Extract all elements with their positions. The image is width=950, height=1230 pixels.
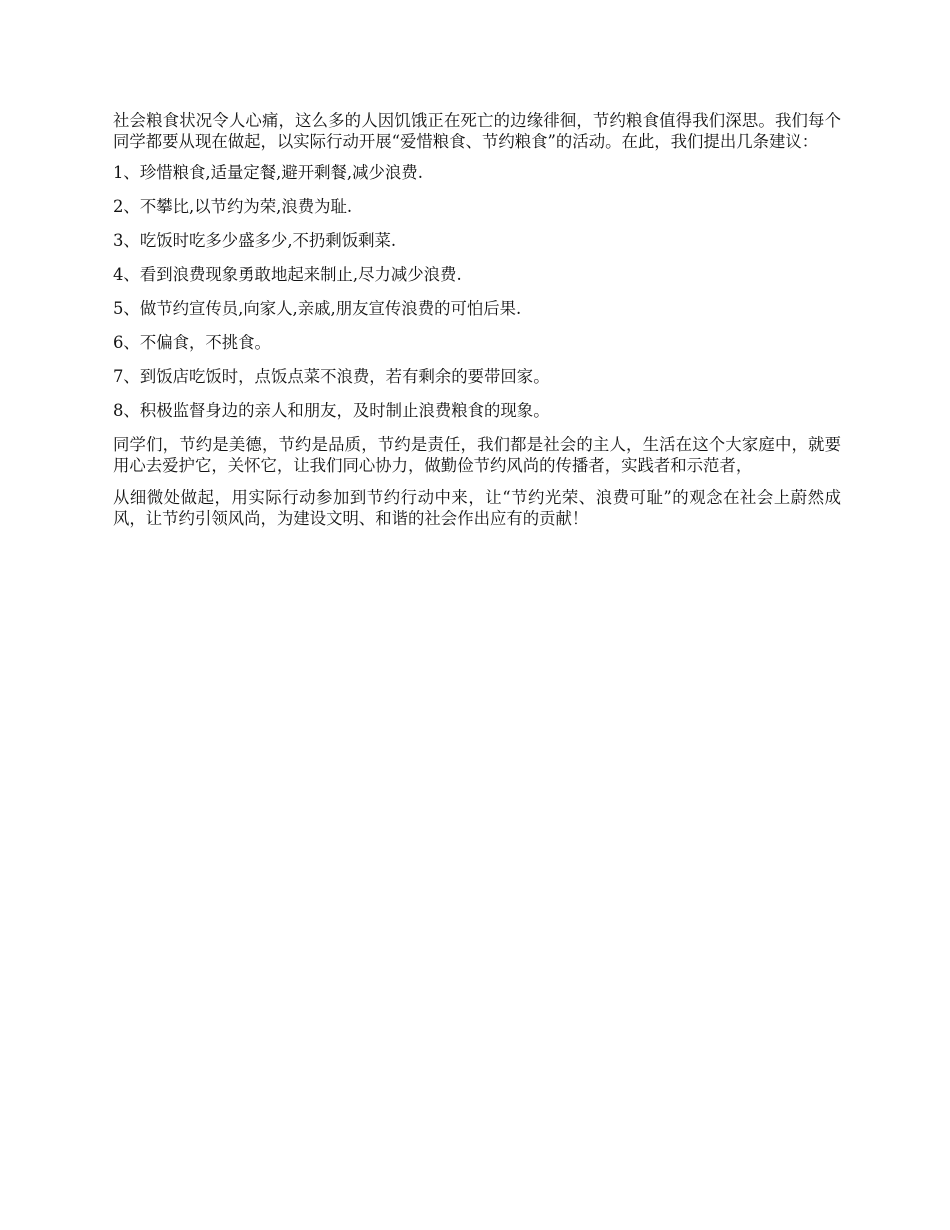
- suggestion-item-3: 3、吃饭时吃多少盛多少,不扔剩饭剩菜.: [113, 231, 397, 250]
- closing-paragraph: 同学们，节约是美德，节约是品质，节约是责任，我们都是社会的主人，生活在这个大家庭中，就要用心去爱护它，关怀它，让我们同心协力，做勤俭节约风尚的传播者，实践者和示范者，: [113, 435, 841, 475]
- suggestion-item-4: 4、看到浪费现象勇敢地起来制止,尽力减少浪费.: [113, 265, 462, 284]
- suggestion-item-5: 5、做节约宣传员,向家人,亲戚,朋友宣传浪费的可怕后果.: [113, 299, 522, 318]
- document-page: [113, 110, 841, 540]
- suggestion-item-1: 1、珍惜粮食,适量定餐,避开剩餐,减少浪费.: [113, 163, 423, 182]
- suggestion-item-8: 8、积极监督身边的亲人和朋友，及时制止浪费粮食的现象。: [113, 401, 550, 420]
- intro-paragraph: 社会粮食状况令人心痛，这么多的人因饥饿正在死亡的边缘徘徊，节约粮食值得我们深思。我们每个同学都要从现在做起，以实际行动开展“爱惜粮食、节约粮食”的活动。在此，我们提出几条建议：: [113, 111, 841, 151]
- final-paragraph: 从细微处做起，用实际行动参加到节约行动中来，让“节约光荣、浪费可耻”的观念在社会上蔚然成风，让节约引领风尚，为建设文明、和谐的社会作出应有的贡献！: [113, 488, 841, 528]
- suggestion-item-6: 6、不偏食，不挑食。: [113, 333, 271, 352]
- suggestion-list: [113, 162, 841, 421]
- suggestion-item-2: 2、不攀比,以节约为荣,浪费为耻.: [113, 197, 353, 216]
- suggestion-item-7: 7、到饭店吃饭时，点饭点菜不浪费，若有剩余的要带回家。: [113, 367, 550, 386]
